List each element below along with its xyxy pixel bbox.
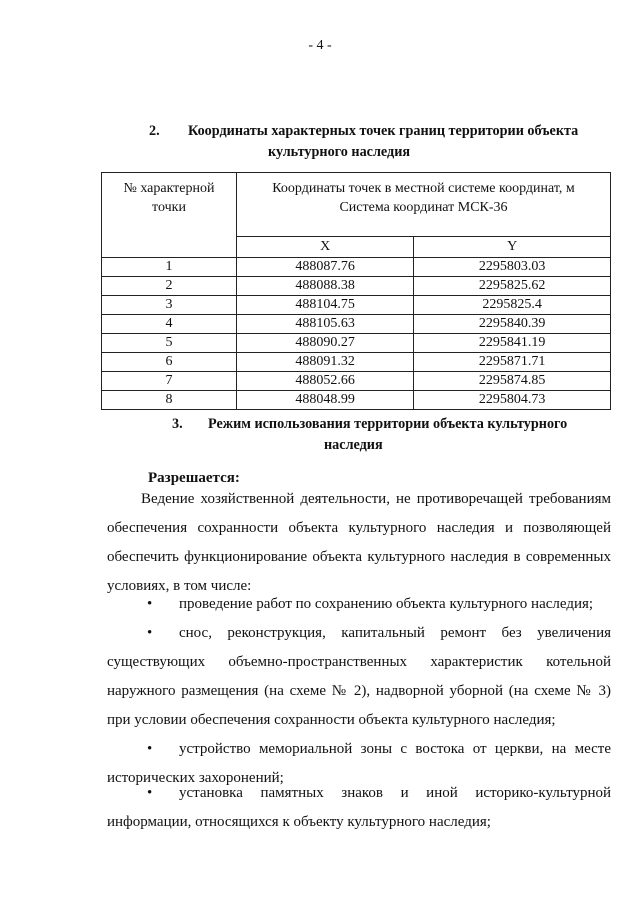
bullet-1-line1: проведение работ по сохранению объекта культурного наследия; (179, 596, 594, 612)
bullet-3-line2: исторических захоронений; (107, 770, 284, 786)
table-row (102, 258, 611, 277)
table-header-row (102, 173, 611, 237)
col-coords-header-line2: Система координат МСК-36 (339, 200, 508, 215)
table-row (102, 391, 611, 410)
x-coordinate-cell: 488104.75 (237, 296, 414, 315)
table-row (102, 334, 611, 353)
section-3-title-line2: наследия (324, 437, 383, 453)
section-3-title-line1: Режим использования территории объекта культурного (208, 416, 568, 432)
point-number-cell: 5 (102, 334, 237, 353)
intro-line1: Ведение хозяйственной деятельности, не противоречащей требованиям (141, 491, 611, 507)
table-row (102, 296, 611, 315)
table-row (102, 277, 611, 296)
bullet-2-line2: существующих объемно-пространственных характеристик котельной (107, 654, 611, 670)
point-number-cell: 6 (102, 353, 237, 372)
bullet-4-line2: информации, относящихся к объекту культурного наследия; (107, 814, 491, 830)
point-number-cell: 7 (102, 372, 237, 391)
col-coords-header (237, 173, 611, 237)
bullet-icon: • (147, 785, 153, 801)
table-row (102, 372, 611, 391)
intro-paragraph (107, 485, 611, 601)
y-coordinate-cell: 2295874.85 (414, 372, 611, 391)
table-row (102, 315, 611, 334)
x-coordinate-cell: 488087.76 (237, 258, 414, 277)
x-coordinate-cell: 488091.32 (237, 353, 414, 372)
y-coordinate-cell: 2295871.71 (414, 353, 611, 372)
x-coordinate-cell: 488048.99 (237, 391, 414, 410)
point-number-cell: 2 (102, 277, 237, 296)
col-coords-header-line1: Координаты точек в местной системе координат, м (272, 181, 575, 196)
bullet-icon: • (147, 596, 153, 612)
intro-line3: обеспечить функционирование объекта культурного наследия в современных (107, 549, 611, 565)
point-number-cell: 8 (102, 391, 237, 410)
bullet-icon: • (147, 625, 153, 641)
y-coordinate-cell: 2295840.39 (414, 315, 611, 334)
col-point-header-line2: точки (152, 200, 186, 215)
section-2-title-line1: Координаты характерных точек границ территории объекта (188, 123, 579, 139)
x-coordinate-cell: 488088.38 (237, 277, 414, 296)
point-number-cell: 4 (102, 315, 237, 334)
col-y-header: Y (414, 237, 611, 258)
coordinates-table (101, 172, 611, 410)
bullet-2-line4: при условии обеспечения сохранности объекта культурного наследия; (107, 712, 556, 728)
intro-line2: обеспечения сохранности объекта культурного наследия и позволяющей (107, 520, 611, 536)
x-coordinate-cell: 488105.63 (237, 315, 414, 334)
x-coordinate-cell: 488052.66 (237, 372, 414, 391)
table-row (102, 353, 611, 372)
x-coordinate-cell: 488090.27 (237, 334, 414, 353)
point-number-cell: 3 (102, 296, 237, 315)
bullet-2-line3: наружного размещения (на схеме № 2), надворной уборной (на схеме № 3) (107, 683, 611, 699)
bullet-2-line1: снос, реконструкция, капитальный ремонт без увеличения (179, 625, 611, 641)
allowed-heading: Разрешается: (148, 470, 240, 486)
bullet-item-4 (107, 779, 611, 837)
y-coordinate-cell: 2295825.4 (414, 296, 611, 315)
point-number-cell: 1 (102, 258, 237, 277)
section-2-number: 2. (149, 123, 160, 139)
bullet-item-1 (107, 590, 611, 619)
bullet-3-line1: устройство мемориальной зоны с востока от церкви, на месте (179, 741, 611, 757)
y-coordinate-cell: 2295825.62 (414, 277, 611, 296)
y-coordinate-cell: 2295841.19 (414, 334, 611, 353)
col-point-header-line1: № характерной (123, 181, 215, 196)
section-2-title-line2: культурного наследия (268, 144, 411, 160)
section-3-number: 3. (172, 416, 183, 432)
col-point-header (102, 173, 237, 258)
bullet-icon: • (147, 741, 153, 757)
bullet-4-line1: установка памятных знаков и иной историко-культурной (179, 785, 611, 801)
page-number: - 4 - (308, 38, 332, 53)
intro-line4: условиях, в том числе: (107, 578, 252, 594)
y-coordinate-cell: 2295803.03 (414, 258, 611, 277)
y-coordinate-cell: 2295804.73 (414, 391, 611, 410)
col-x-header: X (237, 237, 414, 258)
bullet-item-2 (107, 619, 611, 735)
